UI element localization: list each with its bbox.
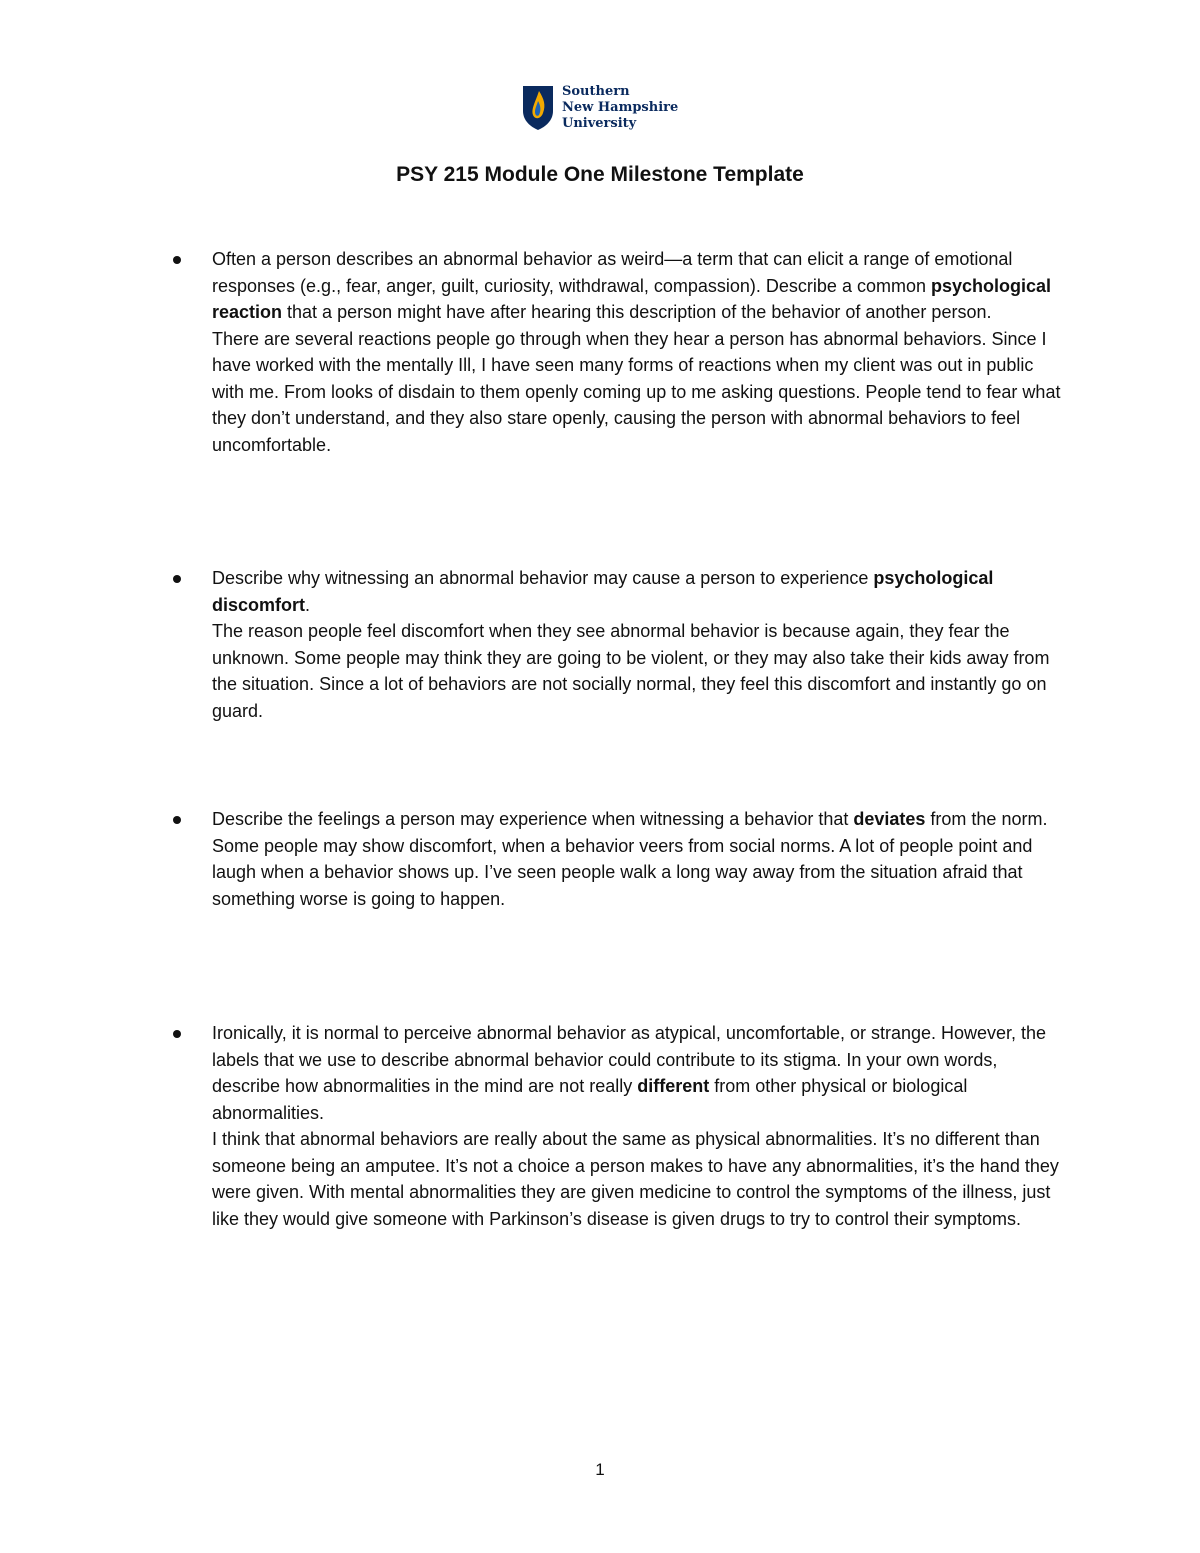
question-prompt: Describe the feelings a person may experience when witnessing a behavior that deviates from the norm. [212, 809, 1048, 829]
bullet-icon [173, 575, 181, 583]
question-item-4 [212, 1020, 1062, 1232]
question-item-2 [212, 565, 1062, 724]
page-number: 1 [595, 1460, 605, 1479]
logo-line: Southern [562, 84, 630, 99]
question-prompt: Describe why witnessing an abnormal behavior may cause a person to experience psychological discomfort. [212, 568, 994, 615]
document-title: PSY 215 Module One Milestone Template [396, 163, 804, 186]
answer-text: The reason people feel discomfort when they see abnormal behavior is because again, they fear the unknown. Some people may think they are going to be violent, or they may also take their kids away from the situation. Since a lot of behaviors are not socially normal, they feel this discomfort and instantly go on guard. [212, 621, 1050, 721]
answer-text: I think that abnormal behaviors are really about the same as physical abnormalities. It’s no different than someone being an amputee. It’s not a choice a person makes to have any abnormalities, it’s the hand they were given. With mental abnormalities they are given medicine to control the symptoms of the illness, just like they would give someone with Parkinson’s disease is given drugs to try to control their symptoms. [212, 1129, 1059, 1229]
shield-flame-icon [522, 85, 554, 131]
answer-text: There are several reactions people go through when they hear a person has abnormal behaviors. Since I have worked with the mentally Ill, I have seen many forms of reactions when my client was out in public with me. From looks of disdain to them openly coming up to me asking questions. People tend to fear what they don’t understand, and they also stare openly, causing the person with abnormal behaviors to feel uncomfortable. [212, 328, 1061, 455]
key-term: different [637, 1076, 710, 1096]
question-item-3 [212, 806, 1062, 912]
key-term: psychological discomfort [212, 568, 994, 615]
logo-line: New Hampshire [562, 100, 679, 115]
key-term: psychological reaction [212, 275, 1052, 322]
question-prompt: Ironically, it is normal to perceive abnormal behavior as atypical, uncomfortable, or strange. However, the labels that we use to describe abnormal behavior could contribute to its stigma. In your own words, describe how abnormalities in the mind are not really different from other physical or biological abnormalities. [212, 1023, 1047, 1123]
bullet-icon [173, 256, 181, 264]
question-prompt: Often a person describes an abnormal behavior as weird—a term that can elicit a range of emotional responses (e.g., fear, anger, guilt, curiosity, withdrawal, compassion). Describe a common psychological reaction that a person might have after hearing this description of the behavior of another person. [212, 249, 1052, 322]
university-logo [522, 84, 678, 132]
logo-line: University [562, 116, 637, 131]
question-item-1 [212, 246, 1062, 458]
answer-text: Some people may show discomfort, when a behavior veers from social norms. A lot of people point and laugh when a behavior shows up. I’ve seen people walk a long way away from the situation afraid that something worse is going to happen. [212, 835, 1033, 909]
university-name [562, 84, 678, 132]
key-term: deviates [853, 809, 926, 829]
bullet-icon [173, 1030, 181, 1038]
bullet-icon [173, 816, 181, 824]
